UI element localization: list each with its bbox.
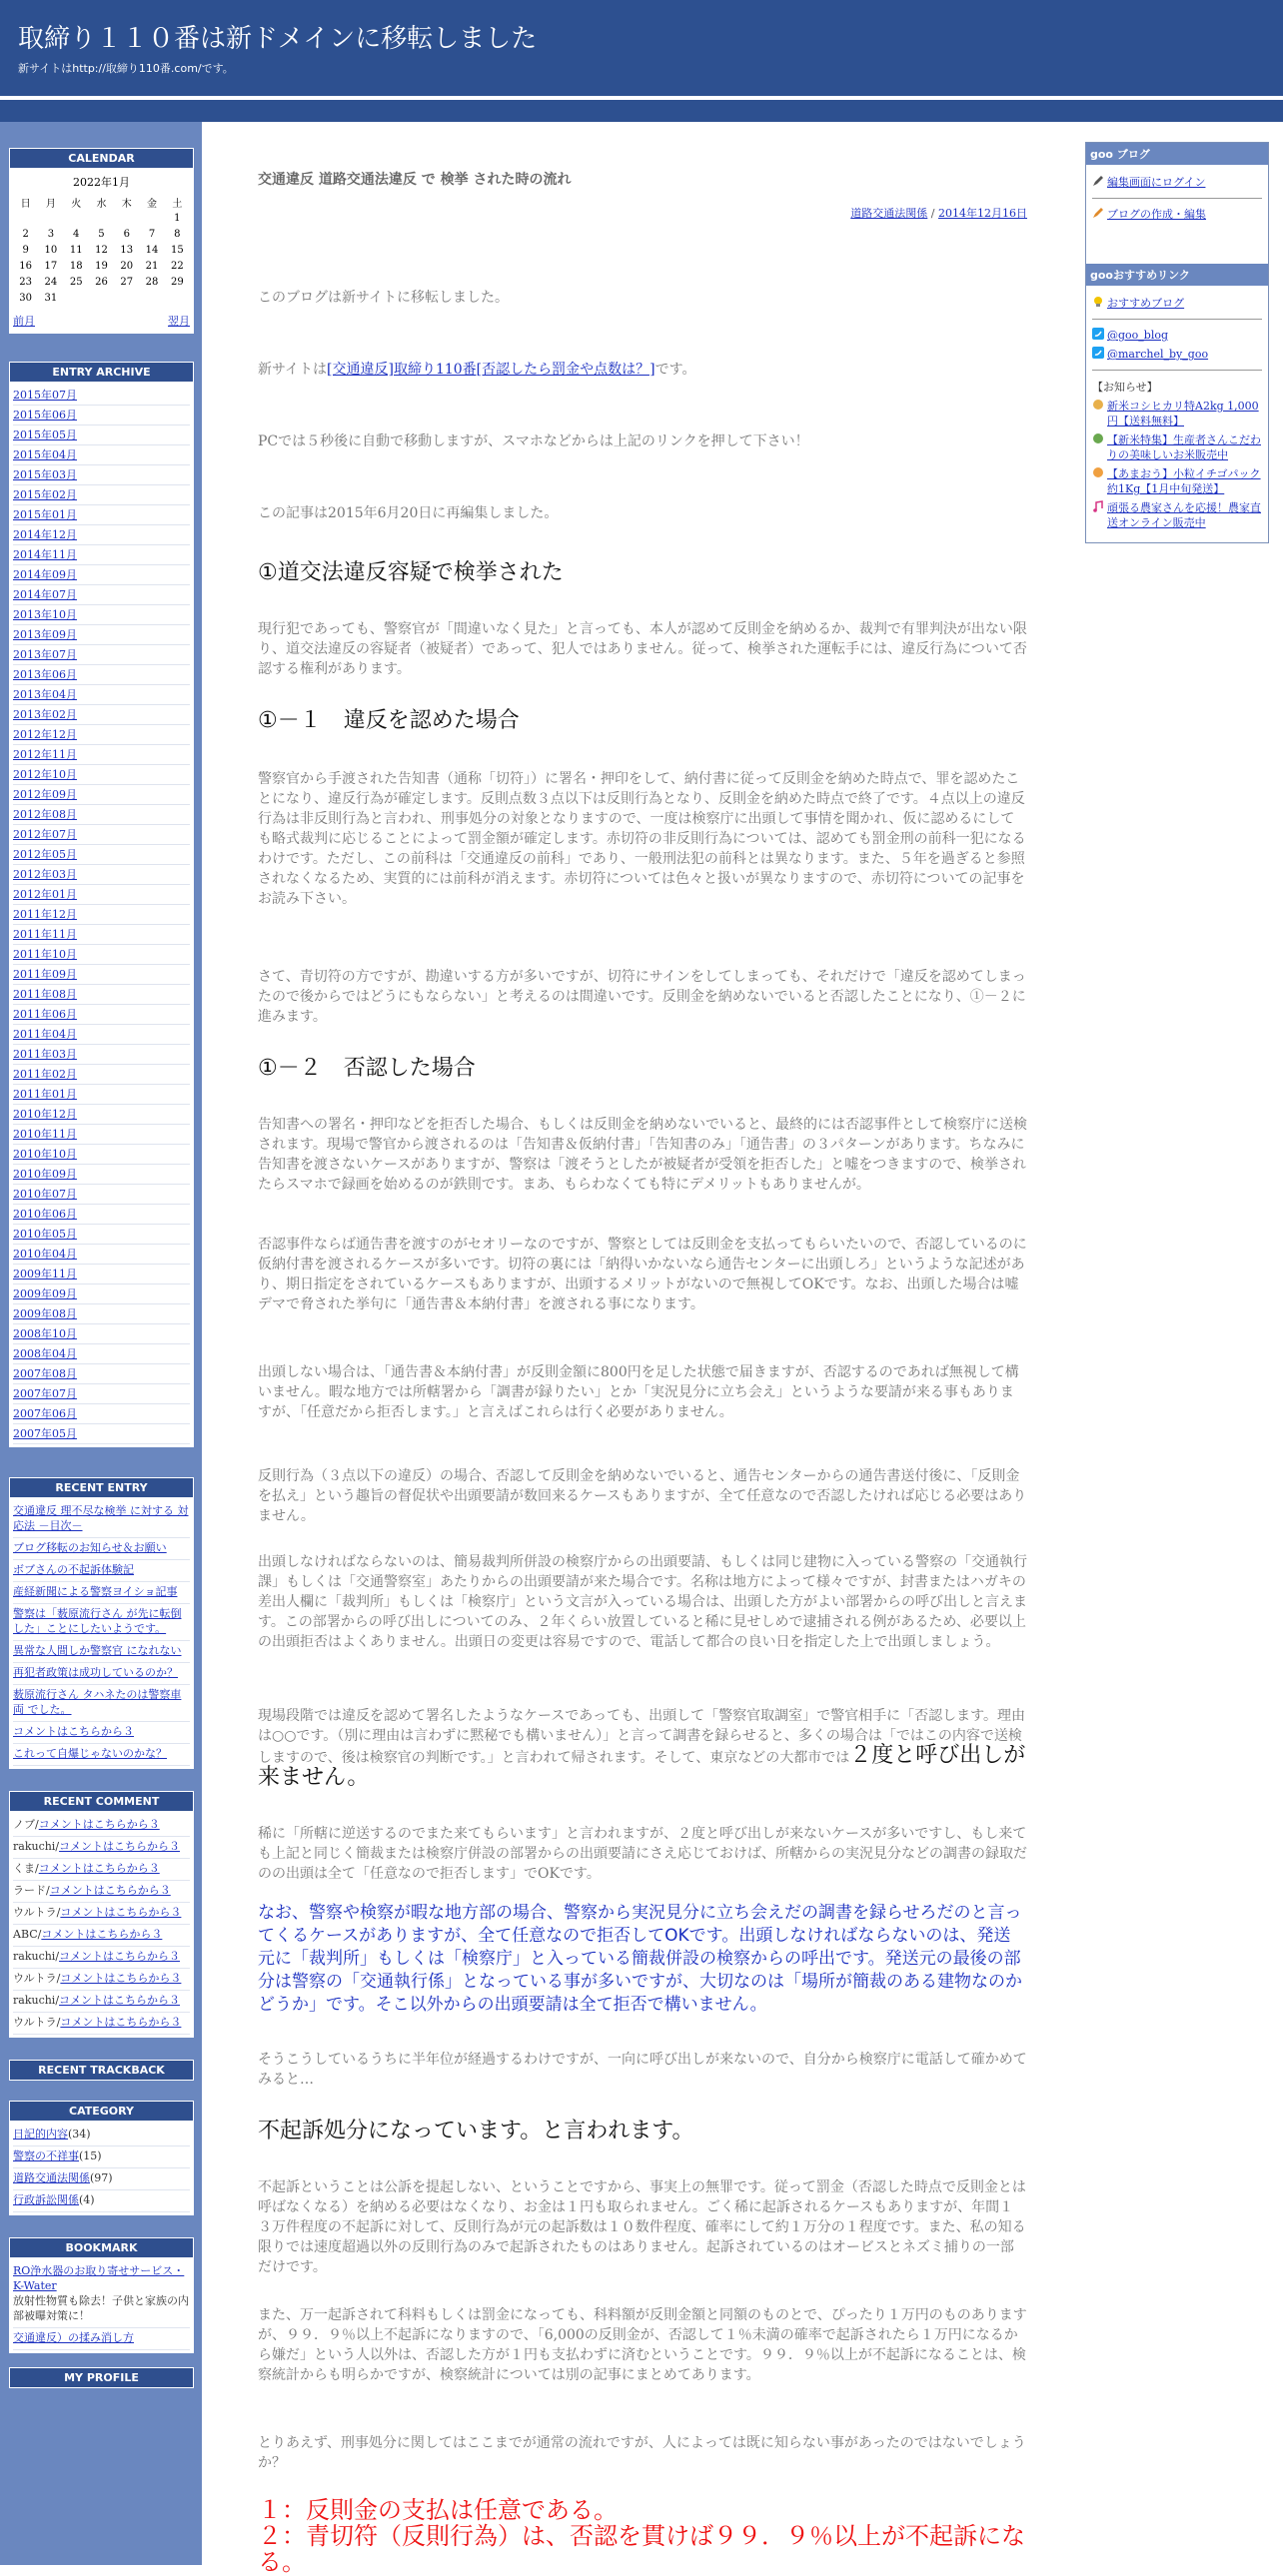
archive-link[interactable]: 2010年12月 — [13, 1105, 190, 1125]
archive-link[interactable]: 2012年12月 — [13, 725, 190, 745]
post-meta: 道路交通法関係 / 2014年12月16日 — [850, 207, 1027, 220]
recent-comment-item — [13, 2013, 190, 2035]
moved-notice: このブログは新サイトに移転しました。 — [258, 290, 510, 306]
comment-link[interactable]: コメントはこちらから３ — [59, 1950, 181, 1963]
twitter-link-1[interactable]: @goo_blog — [1107, 329, 1169, 342]
archive-link[interactable]: 2013年10月 — [13, 605, 190, 625]
calendar-day: 10 — [44, 244, 58, 256]
heading-not-indicted: 不起訴処分になっています。と言われます。 — [258, 2119, 694, 2144]
recent-comment-list — [9, 1812, 194, 2038]
recent-entry-item — [13, 1560, 190, 1582]
calendar-prev-link[interactable]: 前月 — [13, 315, 35, 328]
header-stripe — [0, 100, 1283, 122]
recent-entry-item — [13, 1663, 190, 1685]
comment-link[interactable]: コメントはこちらから３ — [38, 1862, 160, 1875]
calendar-day: 24 — [44, 276, 58, 288]
ad-link-2[interactable]: 【新米特集】生産者さんこだわりの美味しいお米販売中 — [1107, 433, 1261, 461]
category-count: (97) — [90, 2171, 113, 2184]
calendar-day: 23 — [19, 276, 32, 288]
archive-link[interactable]: 2007年08月 — [13, 1364, 190, 1384]
calendar-heading: CALENDAR — [9, 148, 194, 169]
archive-link[interactable]: 2013年04月 — [13, 685, 190, 705]
archive-link[interactable]: 2008年10月 — [13, 1324, 190, 1344]
archive-link[interactable]: 2013年06月 — [13, 665, 190, 685]
login-link[interactable]: 編集画面にログイン — [1107, 176, 1206, 189]
create-blog-link[interactable]: ブログの作成・編集 — [1107, 208, 1206, 221]
site-header — [0, 0, 1283, 100]
calendar-weekday: 月 — [45, 198, 56, 210]
red-point-1: １：反則金の支払は任意である。 — [258, 2496, 618, 2524]
calendar-day: 27 — [120, 276, 134, 288]
lightbulb-icon — [1092, 296, 1104, 308]
comment-link[interactable]: コメントはこちらから３ — [60, 1972, 182, 1985]
calendar-day: 21 — [145, 260, 159, 272]
archive-link[interactable]: 2014年09月 — [13, 565, 190, 585]
notice-label: 【お知らせ】 — [1092, 381, 1158, 394]
calendar-day: 3 — [47, 228, 55, 240]
category-list — [9, 2122, 194, 2215]
comment-link[interactable]: コメントはこちらから３ — [59, 1840, 181, 1853]
bookmark-link[interactable]: RO浄水器のお取り寄せサービス・K-Water — [13, 2264, 185, 2292]
category-item — [13, 2190, 190, 2212]
recent-comment-item — [13, 1947, 190, 1969]
calendar-day — [13, 210, 38, 226]
archive-link[interactable]: 2014年11月 — [13, 545, 190, 565]
archive-link[interactable]: 2012年05月 — [13, 845, 190, 865]
calendar-day: 7 — [148, 228, 156, 240]
comment-author: ABC/ — [13, 1928, 42, 1941]
calendar-day: 6 — [123, 228, 130, 240]
paragraph-7: 反則行為（３点以下の違反）の場合、否認して反則金を納めないでいると、通告センターからの通告書送付後に、「反則金を払え」という趣旨の督促状や出頭要請が数回来るケースもありますが、全て任意なので否認したければ応じる必要はありません。 — [258, 1468, 1027, 1524]
comment-link[interactable]: コメントはこちらから３ — [49, 1884, 171, 1897]
ad-link-1[interactable]: 新米コシヒカリ特A2kg 1,000円【送料無料】 — [1107, 400, 1259, 428]
calendar-day: 22 — [170, 260, 184, 272]
archive-link[interactable]: 2015年04月 — [13, 445, 190, 465]
recommend-blog-link[interactable]: おすすめブログ — [1107, 297, 1185, 310]
calendar-day: 30 — [19, 292, 32, 304]
comment-link[interactable]: コメントはこちらから３ — [60, 1906, 182, 1919]
comment-author: rakuchi/ — [13, 1994, 60, 2007]
calendar-weekday: 火 — [71, 198, 82, 210]
calendar-day — [89, 290, 114, 306]
calendar-day: 14 — [145, 244, 159, 256]
archive-link[interactable]: 2012年07月 — [13, 825, 190, 845]
comment-link[interactable]: コメントはこちらから３ — [38, 1818, 160, 1831]
pencil-orange-icon — [1092, 207, 1104, 219]
comment-link[interactable]: コメントはこちらから３ — [60, 2016, 182, 2029]
recent-entry-item — [13, 1685, 190, 1722]
calendar-day — [89, 210, 114, 226]
archive-link[interactable]: 2013年09月 — [13, 625, 190, 645]
bookmark-box — [9, 2237, 194, 2353]
calendar-day: 1 — [174, 212, 181, 224]
post-category-link[interactable]: 道路交通法関係 — [850, 207, 928, 220]
archive-link[interactable]: 2015年07月 — [13, 386, 190, 406]
recent-entry-item — [13, 1501, 190, 1538]
calendar-body — [9, 169, 194, 334]
calendar-day: 15 — [170, 244, 184, 256]
archive-box — [9, 362, 194, 1447]
category-link[interactable]: 行政訴訟関係 — [13, 2193, 79, 2206]
recent-entry-link[interactable]: 交通違反 理不尽な検挙 に対する 対応法 －目次－ — [13, 1504, 189, 1532]
archive-link[interactable]: 2011年08月 — [13, 985, 190, 1005]
archive-link[interactable]: 2010年05月 — [13, 1225, 190, 1245]
category-link[interactable]: 日記的内容 — [13, 2128, 68, 2141]
bookmark-heading: BOOKMARK — [9, 2237, 194, 2258]
calendar-weekday: 土 — [172, 198, 183, 210]
recent-entry-link[interactable]: ブログ移転のお知らせ＆お願い — [13, 1541, 167, 1554]
archive-link[interactable]: 2015年02月 — [13, 485, 190, 505]
heading-1-1: ①－１ 違反を認めた場合 — [258, 708, 520, 733]
category-count: (34) — [68, 2128, 91, 2141]
calendar-day: 20 — [120, 260, 134, 272]
calendar-day: 9 — [22, 244, 29, 256]
calendar-day: 31 — [44, 292, 58, 304]
archive-link[interactable]: 2011年10月 — [13, 945, 190, 965]
calendar-day: 28 — [145, 276, 159, 288]
recent-entry-heading: RECENT ENTRY — [9, 1477, 194, 1498]
archive-list — [9, 383, 194, 1447]
archive-link[interactable]: 2011年04月 — [13, 1025, 190, 1045]
twitter-icon — [1092, 328, 1104, 340]
comment-author: rakuchi/ — [13, 1840, 60, 1853]
music-note-icon — [1092, 500, 1104, 512]
category-box — [9, 2101, 194, 2215]
emphasis-no-recall: ２度と呼び出しが来ません。 — [258, 1743, 1026, 1790]
category-item — [13, 2147, 190, 2168]
goo-links-body — [1086, 286, 1268, 542]
red-point-2: ２：青切符（反則行為）は、否認を貫けば９９．９％以上が不起訴になる。 — [258, 2522, 1025, 2576]
archive-link[interactable]: 2011年11月 — [13, 925, 190, 945]
recent-entry-link[interactable]: ボブさんの不起訴体験記 — [13, 1563, 134, 1576]
archive-link[interactable]: 2010年06月 — [13, 1205, 190, 1225]
recent-entry-list — [9, 1498, 194, 1769]
comment-author: ウルトラ/ — [13, 1906, 61, 1919]
archive-link[interactable]: 2010年09月 — [13, 1165, 190, 1185]
post-date-link[interactable]: 2014年12月16日 — [938, 207, 1027, 220]
calendar-day: 29 — [170, 276, 184, 288]
archive-link[interactable]: 2009年11月 — [13, 1265, 190, 1285]
recent-comment-item — [13, 1815, 190, 1837]
calendar-weekday: 日 — [20, 198, 31, 210]
archive-link[interactable]: 2012年09月 — [13, 785, 190, 805]
paragraph-5: 否認事件ならば通告書を渡すのがセオリーなのですが、警察としては反則金を支払ってもらいたいので、否認しているのに仮納付書を渡されるケースが多いです。切符の裏には「納得いかないなら通告センターに出頭しろ」というような記述があり、期日指定をされているケースもありますが、出頭するメリットがないので無視してOKです。なお、出頭した場合は嘘デマで脅された挙句に「通告書＆本納付書」を渡される事になります。 — [258, 1237, 1027, 1312]
bookmark-text: 放射性物質も除去！子供と家族の内部被曝対策に！ — [13, 2294, 189, 2322]
calendar-day: 18 — [69, 260, 83, 272]
comment-link[interactable]: コメントはこちらから３ — [41, 1928, 163, 1941]
profile-box — [9, 2367, 194, 2388]
recent-comment-item — [13, 1991, 190, 2013]
calendar-day: 25 — [69, 276, 83, 288]
profile-heading: MY PROFILE — [9, 2367, 194, 2388]
archive-link[interactable]: 2007年06月 — [13, 1404, 190, 1424]
calendar-day — [64, 210, 89, 226]
pc-note: PCでは５秒後に自動で移動しますが、スマホなどからは上記のリンクを押して下さい！ — [258, 433, 809, 449]
reedit-note: この記事は2015年6月20日に再編集しました。 — [258, 505, 559, 521]
calendar-day: 12 — [95, 244, 108, 256]
archive-link[interactable]: 2011年06月 — [13, 1005, 190, 1025]
calendar-day: 13 — [120, 244, 134, 256]
archive-link[interactable]: 2011年09月 — [13, 965, 190, 985]
paragraph-1: 現行犯であっても、警察官が「間違いなく見た」と言っても、本人が認めて反則金を納めるか、裁判で有罪判決が出ない限り、道交法違反の容疑者（被疑者）であって、犯人ではありません。従って、検挙された運転手には、違反行為について否認する権利があります。 — [258, 621, 1027, 677]
new-site-line: 新サイトは[交通違反]取締り110番[否認したら罰金や点数は？]です。 — [258, 362, 696, 378]
archive-link[interactable]: 2010年11月 — [13, 1125, 190, 1145]
recent-comment-box — [9, 1791, 194, 2038]
archive-link[interactable]: 2011年01月 — [13, 1085, 190, 1105]
archive-link[interactable]: 2015年05月 — [13, 426, 190, 445]
paragraph-14: とりあえず、刑事処分に関してはここまでが通常の流れですが、人によっては既に知らない事があったのではないでしょうか？ — [258, 2435, 1026, 2471]
bookmark-link-2[interactable]: 交通違反）の揉み消し方 — [13, 2331, 134, 2344]
archive-link[interactable]: 2014年12月 — [13, 525, 190, 545]
calendar-day: 16 — [19, 260, 32, 272]
post-title: 交通違反 道路交通法違反 で 検挙 された時の流れ — [258, 172, 572, 188]
calendar-box — [9, 148, 194, 334]
recent-comment-item — [13, 1881, 190, 1903]
archive-heading: ENTRY ARCHIVE — [9, 362, 194, 383]
pencil-icon — [1092, 175, 1104, 187]
leaf-icon — [1092, 432, 1104, 444]
archive-link[interactable]: 2015年01月 — [13, 505, 190, 525]
recent-entry-item — [13, 1538, 190, 1560]
heading-1-2: ①－２ 否認した場合 — [258, 1056, 476, 1081]
category-count: (4) — [79, 2193, 95, 2206]
archive-link[interactable]: 2008年04月 — [13, 1344, 190, 1364]
calendar-day: 26 — [95, 276, 108, 288]
recent-comment-item — [13, 1903, 190, 1925]
paragraph-4: 告知書への署名・押印などを拒否した場合、もしくは反則金を納めないでいると、最終的には否認事件として検察庁に送検されます。現場で警官から渡されるのは「告知書＆仮納付書」「告知書のみ」「通告書」の３パターンがあります。ちなみに告知書を渡さないケースがありますが、警察は「渡そうとしたが被疑者が受領を拒否した」と嘘をつきますので、検挙されたらスマホで録画を始めるのが鉄則です。まあ、もらわなくても特にデメリットもありませんが。 — [258, 1117, 1027, 1193]
archive-link[interactable]: 2012年10月 — [13, 765, 190, 785]
paragraph-3: さて、青切符の方ですが、勘違いする方が多いですが、切符にサインをしてしまっても、それだけで「違反を認めてしまったので後からではどうにもならない」と考えるのは間違いです。反則金を納めないでいると否認したことになり、①－２に進みます。 — [258, 969, 1026, 1025]
recent-entry-item — [13, 1744, 190, 1766]
category-item — [13, 2125, 190, 2147]
recent-entry-link[interactable]: 再犯者政策は成功しているのか？ — [13, 1666, 178, 1679]
archive-link[interactable]: 2012年01月 — [13, 885, 190, 905]
archive-link[interactable]: 2009年08月 — [13, 1304, 190, 1324]
category-item — [13, 2168, 190, 2190]
goo-blog-body — [1086, 165, 1268, 234]
category-link[interactable]: 道路交通法関係 — [13, 2171, 90, 2184]
archive-link[interactable]: 2010年04月 — [13, 1245, 190, 1265]
goo-blog-heading: goo ブログ — [1086, 143, 1268, 165]
archive-link[interactable]: 2011年12月 — [13, 905, 190, 925]
comment-author: rakuchi/ — [13, 1950, 60, 1963]
archive-link[interactable]: 2012年03月 — [13, 865, 190, 885]
recent-entry-item — [13, 1604, 190, 1641]
comment-author: ウルトラ/ — [13, 1972, 61, 1985]
recent-comment-item — [13, 1925, 190, 1947]
rice-icon — [1092, 399, 1104, 411]
calendar-day — [139, 290, 164, 306]
twitter-icon — [1092, 347, 1104, 359]
recent-entry-box — [9, 1477, 194, 1769]
recent-entry-link[interactable]: 産経新聞による警察ヨイショ記事 — [13, 1585, 178, 1598]
right-sidebar — [1085, 142, 1269, 543]
archive-link[interactable]: 2007年05月 — [13, 1424, 190, 1444]
calendar-day: 8 — [174, 228, 181, 240]
calendar-weekday: 水 — [96, 198, 107, 210]
paragraph-9: 現場段階では違反を認めて署名したようなケースであっても、出頭して「警察官取調室」で警官相手に「否認します。理由は○○です。（別に理由は言わずに黙秘でも構いません）」と言って調書を録らせると、多くの場合は「ではこの内容で送検しますので、後は検察官の判断です。」と言われて帰されます。そして、東京などの大都市では２度と呼び出しが来ません。 — [258, 1708, 1026, 1790]
calendar-day: 19 — [95, 260, 108, 272]
archive-link[interactable]: 2013年02月 — [13, 705, 190, 725]
archive-link[interactable]: 2011年02月 — [13, 1065, 190, 1085]
category-heading: CATEGORY — [9, 2101, 194, 2122]
archive-link[interactable]: 2011年03月 — [13, 1045, 190, 1065]
recent-trackback-box — [9, 2060, 194, 2081]
recent-entry-item — [13, 1582, 190, 1604]
blue-notice: なお、警察や検察が暇な地方部の場合、警察から実況見分に立ち会えだの調書を録らせろだのと言ってくるケースがありますが、全て任意なので拒否してOKです。出頭しなければならないのは、発送元に「裁判所」もしくは「検察庁」と入っている簡裁併設の検察からの呼出です。発送元の最後の部分は警察の「交通執行係」となっている事が多いですが、大切なのは「場所が簡裁のある建物なのかどうか」です。そこ以外からの出頭要請は全て拒否で構いません。 — [258, 1903, 1022, 2015]
paragraph-6: 出頭しない場合は、「通告書＆本納付書」が反則金額に800円を足した状態で届きますが、否認するのであれば無視して構いません。暇な地方では所轄署から「調書が録りたい」とか「実況見分に立ち会え」というような要請が来る事もありますが、「任意だから拒否します。」と言えばこれらは行く必要がありません。 — [258, 1364, 1019, 1420]
archive-link[interactable]: 2010年10月 — [13, 1145, 190, 1165]
bookmark-body — [9, 2258, 194, 2353]
comment-author: ノブ/ — [13, 1818, 39, 1831]
strawberry-icon — [1092, 466, 1104, 478]
ad-link-4[interactable]: 頑張る農家さんを応援！農家直送オンライン販売中 — [1107, 501, 1261, 529]
archive-link[interactable]: 2015年03月 — [13, 465, 190, 485]
calendar-next-link[interactable]: 翌月 — [168, 315, 190, 328]
ad-link-3[interactable]: 【あまおう】小粒イチゴパック約1Kg【1月中旬発送】 — [1107, 467, 1261, 495]
heading-1: ①道交法違反容疑で検挙された — [258, 560, 564, 585]
left-sidebar — [0, 122, 202, 2565]
comment-author: くま/ — [13, 1862, 39, 1875]
new-site-link[interactable]: [交通違反]取締り110番[否認したら罰金や点数は？] — [327, 362, 655, 378]
recent-entry-link[interactable]: 異常な人間しか警察官 になれない — [13, 1644, 182, 1657]
calendar-day — [114, 210, 139, 226]
paragraph-11: そうこうしているうちに半年位が経過するわけですが、一向に呼び出しが来ないので、自分から検察庁に電話して確かめてみると… — [258, 2052, 1027, 2088]
site-title[interactable]: 取締り１１０番は新ドメインに移転しました — [18, 24, 538, 54]
category-link[interactable]: 警察の不祥事 — [13, 2149, 79, 2162]
comment-link[interactable]: コメントはこちらから３ — [59, 1994, 181, 2007]
calendar-day: 11 — [69, 244, 83, 256]
twitter-link-2[interactable]: @marchel_by_goo — [1107, 348, 1209, 361]
recent-entry-item — [13, 1722, 190, 1744]
calendar-weekday: 金 — [147, 198, 158, 210]
paragraph-2: 警察官から手渡された告知書（通称「切符」）に署名・押印をして、納付書に従って反則金を納めた時点で、罪を認めたことになり、違反行為が確定します。反則点数３点以下は反則行為となり、反則金を納めた時点で終了です。４点以上の違反行為は非反則行為と言われ、刑事処分の対象となりますので、一度は検察庁に出頭して事情を聞かれ、仮に認めるにしても略式裁判に応じることによって罰金額が確定します。赤切符の非反則行為については、認めても罰金刑の前科一犯になるわけです。ただし、この前科は「交通違反の前科」であり、一般刑法犯の前科とは異なります。また、５年を過ぎると参照されなくなるため、実質的には前科が消えます。赤切符については色々と扱いが異なりますので、赤切符についての記事をお読み下さい。 — [258, 771, 1026, 907]
recent-entry-link[interactable]: 薮原流行さん タハネたのは警察車両 でした。 — [13, 1688, 182, 1716]
recent-comment-item — [13, 1969, 190, 1991]
calendar-day: 17 — [44, 260, 58, 272]
calendar-day — [165, 290, 190, 306]
calendar-month: 2022年1月 — [73, 176, 130, 189]
recent-entry-link[interactable]: 警察は「薮原流行さん が先に転倒した」ことにしたいようです。 — [13, 1607, 182, 1635]
paragraph-12: 不起訴ということは公訴を提起しない、ということですから、事実上の無罪です。従って罰金（否認した時点で反則金とは呼ばなくなる）を納める必要はなくなり、お金は１円も取られません。ごく稀に起訴されるケースもありますが、年間１３万件程度の不起訴に対して、反則行為が元の起訴数は１０数件程度、確率にして約１万分の１程度です。また、私の知る限りでは速度超過以外の反則行為のみで起訴されたものはありません。起訴されているのはオービスとネズミ捕りの一部だけです。 — [258, 2179, 1026, 2275]
archive-link[interactable]: 2007年07月 — [13, 1384, 190, 1404]
calendar-day — [139, 210, 164, 226]
recent-entry-item — [13, 1641, 190, 1663]
archive-link[interactable]: 2012年11月 — [13, 745, 190, 765]
archive-link[interactable]: 2009年09月 — [13, 1285, 190, 1304]
paragraph-13: また、万一起訴されて科料もしくは罰金になっても、科料額が反則金額と同額のものとで、ぴったり１万円のものありますが、９９．９％以上不起訴になりますので、「6,000の反則金が、否認して１％未満の確率で起訴されたら１万円になるから嫌だ」という人以外は、否認した方が１円も支払わずに済むということです。９９．９％以上が不起訴になることは、検察統計からも明らかですが、検察統計については別の記事にまとめてあります。 — [258, 2307, 1027, 2383]
archive-link[interactable]: 2014年07月 — [13, 585, 190, 605]
recent-entry-link[interactable]: コメントはこちらから３ — [13, 1725, 134, 1738]
archive-link[interactable]: 2015年06月 — [13, 406, 190, 426]
paragraph-8: 出頭しなければならないのは、簡易裁判所併設の検察庁からの出頭要請、もしくは同じ建物に入っている警察の「交通執行課」もしくは「交通警察室」あたりからの出頭要請が来た場合です。名称は地方によって様々ですが、封書またはハガキの差出人欄に「裁判所」もしくは「検察庁」という文言が入っている場合は、出頭した方がよい部署からの呼び出しと言えます。この部署からの呼び出しについてのみ、２年くらい放置していると稀に見せしめで逮捕される例があるため、必要以上の出頭拒否はよくありません。出頭日の変更は容易ですので、電話して都合の良い日を指定した上で出頭しましょう。 — [258, 1554, 1027, 1650]
recent-comment-item — [13, 1859, 190, 1881]
calendar-weekday: 木 — [121, 198, 132, 210]
site-subtitle: 新サイトはhttp://取締り110番.com/です。 — [18, 62, 234, 75]
calendar-day — [114, 290, 139, 306]
archive-link[interactable]: 2010年07月 — [13, 1185, 190, 1205]
goo-links-heading: gooおすすめリンク — [1086, 264, 1268, 286]
paragraph-10: 稀に「所轄に逆送するのでまた来てもらいます」と言われますが、２度と呼び出しが来ないケースが多いですし、もし来ても上記と同じく簡裁または検察庁併設の部署からの出頭要請にさえ応じておけば、所轄からの実況見分などの調書の録取だのの出頭は全て「任意なので拒否します」でOKです。 — [258, 1826, 1027, 1882]
recent-comment-item — [13, 1837, 190, 1859]
recent-entry-link[interactable]: これって自爆じゃないのかな？ — [13, 1747, 167, 1760]
archive-link[interactable]: 2013年07月 — [13, 645, 190, 665]
calendar-day: 2 — [22, 228, 29, 240]
calendar-day — [64, 290, 89, 306]
calendar-table — [13, 194, 190, 306]
recent-comment-heading: RECENT COMMENT — [9, 1791, 194, 1812]
calendar-day — [38, 210, 63, 226]
category-count: (15) — [79, 2149, 102, 2162]
calendar-day: 5 — [98, 228, 105, 240]
recent-trackback-heading: RECENT TRACKBACK — [9, 2060, 194, 2081]
archive-link[interactable]: 2012年08月 — [13, 805, 190, 825]
comment-author: ウルトラ/ — [13, 2016, 61, 2029]
calendar-day: 4 — [73, 228, 80, 240]
comment-author: ラード/ — [13, 1884, 50, 1897]
